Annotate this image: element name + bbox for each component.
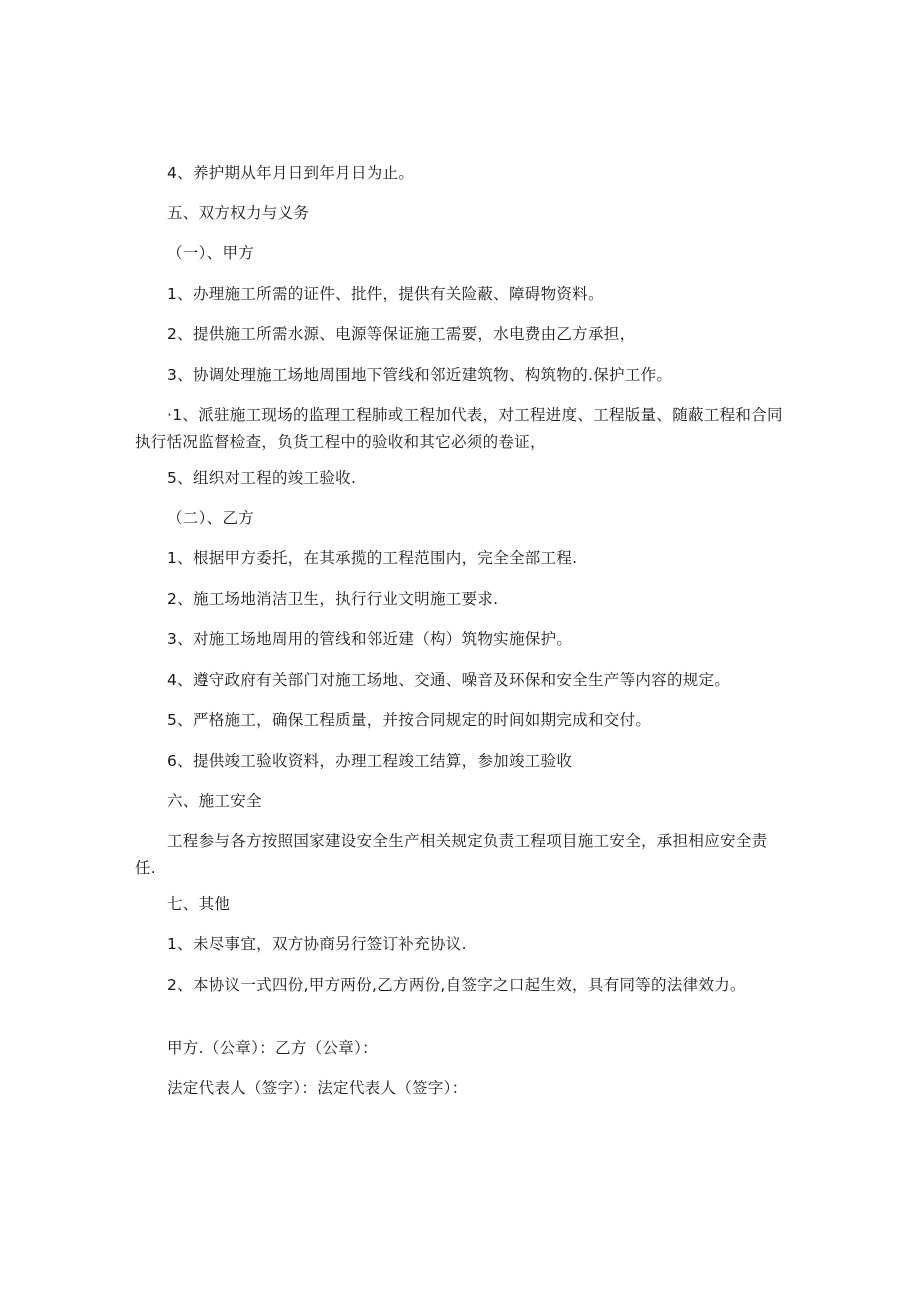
paragraph-b-3: 3、对施工场地周用的管线和邻近建（构）筑物实施保护。 <box>167 630 573 648</box>
paragraph-a-1: 1、办理施工所需的证件、批件，提供有关险蔽、障碍物资料。 <box>167 285 604 303</box>
signature-representative-line: 法定代表人（签字）：法定代表人（签字）： <box>167 1079 468 1097</box>
paragraph-safety: 工程参与各方按照国家建设安全生产相关规定负责工程项目施工安全，承担相应安全责任. <box>135 832 768 877</box>
heading-rights-obligations: 五、双方权力与义务 <box>167 204 310 222</box>
paragraph-b-4: 4、遵守政府有关部门对施工场地、交通、噪音及环保和安全生产等内容的规定。 <box>167 671 731 689</box>
paragraph-other-2: 2、本协议一式四份,甲方两份,乙方两份,自签字之口起生效，具有同等的法律效力。 <box>167 976 746 994</box>
paragraph-other-1: 1、未尽事宜，双方协商另行签订补充协议. <box>167 935 467 953</box>
heading-other: 七、其他 <box>167 895 231 913</box>
paragraph-a-4: ·1、派驻施工现场的监理工程肺或工程加代表，对工程进度、工程版量、随蔽工程和合同执行恬况监督检查，负货工程中的验收和其它必须的卷证， <box>135 406 783 451</box>
paragraph-a-5: 5、组织对工程的竣工验收. <box>167 469 357 487</box>
paragraph-a-2: 2、提供施工所需水源、电源等保证施工需要，水电费由乙方承担， <box>167 325 636 343</box>
heading-construction-safety: 六、施工安全 <box>167 792 262 810</box>
heading-party-a: （一）、甲方 <box>167 244 255 262</box>
paragraph-b-2: 2、施工场地消洁卫生，执行行业文明施工要求. <box>167 590 499 608</box>
paragraph-b-5: 5、严格施工，确保工程质量，并按合同规定的时间如期完成和交付。 <box>167 711 652 729</box>
paragraph-b-6: 6、提供竣工验收资料，办理工程竣工结算，参加竣工验收 <box>167 752 573 770</box>
paragraph-a-3: 3、协调处理施工场地周围地下管线和邻近建筑物、构筑物的.保护工作。 <box>167 366 673 384</box>
paragraph-maintenance-period: 4、养护期从年月日到年月日为止。 <box>167 164 415 182</box>
paragraph-b-1: 1、根据甲方委托，在其承揽的工程范围内，完全全部工程. <box>167 549 578 567</box>
heading-party-b: （二）、乙方 <box>167 509 255 527</box>
signature-seal-line: 甲方.（公章）：乙方（公章）： <box>167 1039 378 1057</box>
